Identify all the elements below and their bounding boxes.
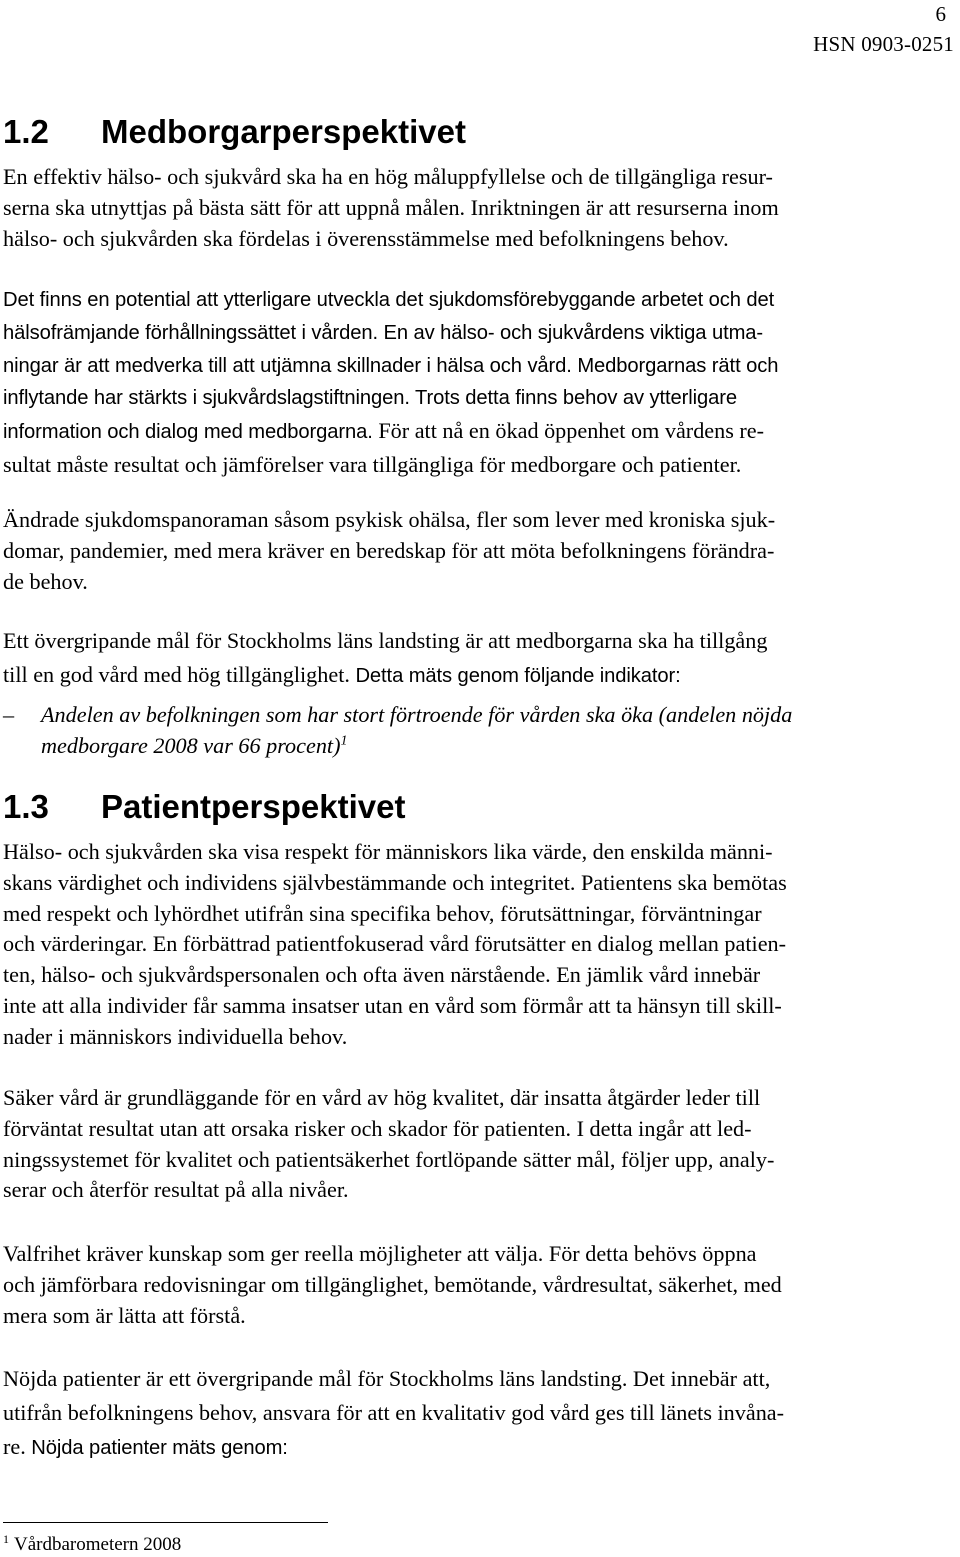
section-title: Medborgarperspektivet bbox=[101, 113, 466, 150]
section-number: 1.3 bbox=[3, 788, 49, 825]
footnote-text: Vårdbarometern 2008 bbox=[14, 1534, 182, 1555]
footnote-reference[interactable]: 1 bbox=[340, 733, 348, 749]
paragraph-1-3-2: Säker vård är grundläggande för en vård av hög kvalitet, där insatta åtgärder leder till förväntat resultat utan att orsaka risker och skador för patienten. I detta ingår att led- ningssystemet för kvalitet och patientsäkerhet fortlöpande sätter mål, följer upp, analy- serar och återför resultat på alla nivåer. bbox=[3, 1085, 775, 1203]
page-number: 6 bbox=[935, 2, 946, 26]
footnote bbox=[3, 1533, 181, 1557]
indicator-text: Andelen av befolkningen som har stort förtroende för vården ska öka (andelen nöjda medborgare 2008 var 66 procent)$^1$ bbox=[41, 702, 793, 758]
paragraph-1-2-1: En effektiv hälso- och sjukvård ska ha en hög måluppfyllelse och de tillgängliga resur- serna ska utnyttjas på bästa sätt för att uppnå målen. Inriktningen är att resurserna inom hälso- och sjukvården ska fördelas i överensstämmelse med befolkningens behov. bbox=[3, 164, 779, 251]
paragraph-1-3-1: Hälso- och sjukvården ska visa respekt för människors lika värde, den enskilda männi- skans värdighet och individens självbestämmande och integritet. Patientens ska bemötas med respekt och lyhördhet utifrån sina specifika behov, förutsättningar, förväntningar och värderingar. En förbättrad patientfokuserad vård förutsätter en dialog mellan patien- ten, hälso- och sjukvårdspersonalen och ofta även närstående. En jämlik vård innebär inte att alla individer får samma insatser utan en vård som förmår att ta hänsyn till skill- nader i människors individuella behov. bbox=[3, 839, 787, 1049]
footnote-number: 1 bbox=[3, 1531, 9, 1546]
footnote-divider bbox=[3, 1522, 328, 1523]
section-heading-1-2 bbox=[3, 114, 466, 150]
paragraph-1-3-4: Nöjda patienter är ett övergripande mål för Stockholms läns landsting. Det innebär att, utifrån befolkningens behov, ansvara för att en kvalitativ god vård ges till länets invåna- re. Nöjda patienter mäts genom: bbox=[3, 1366, 785, 1459]
bullet-dash: – bbox=[3, 702, 15, 727]
paragraph-1-2-3: Ändrade sjukdomspanoraman såsom psykisk ohälsa, fler som lever med kroniska sjuk- domar, pandemier, med mera kräver en beredskap för att möta befolkningens förändra- de behov. bbox=[3, 507, 776, 594]
section-heading-1-3 bbox=[3, 789, 405, 825]
indicator-bullet bbox=[3, 700, 958, 762]
document-id: HSN 0903-0251 bbox=[813, 32, 954, 56]
paragraph-1-3-3: Valfrihet kräver kunskap som ger reella möjligheter att välja. För detta behövs öppna och jämförbara redovisningar om tillgänglighet, bemötande, vårdresultat, säkerhet, med mera som är lätta att förstå. bbox=[3, 1241, 782, 1328]
paragraph-1-2-2: Det finns en potential att ytterligare utveckla det sjukdomsförebyggande arbetet och det hälsofrämjande förhållningssättet i vården. En av hälso- och sjukvårdens viktiga utma- ningar är att medverka till att utjämna skillnader i hälsa och vård. Medborgarnas rätt och inflytande har stärkts i sjukvårdslagstiftningen. Trots detta finns behov av ytterligare information och dialog med medborgarna. För att nå en ökad öppenhet om vårdens re- sultat måste resultat och jämförelser vara tillgängliga för medborgare och patienter. bbox=[3, 289, 779, 477]
section-number: 1.2 bbox=[3, 113, 49, 150]
section-title: Patientperspektivet bbox=[101, 788, 406, 825]
paragraph-1-2-4: Ett övergripande mål för Stockholms läns landsting är att medborgarna ska ha tillgång till en god vård med hög tillgänglighet. Detta mäts genom följande indikator: bbox=[3, 628, 768, 687]
